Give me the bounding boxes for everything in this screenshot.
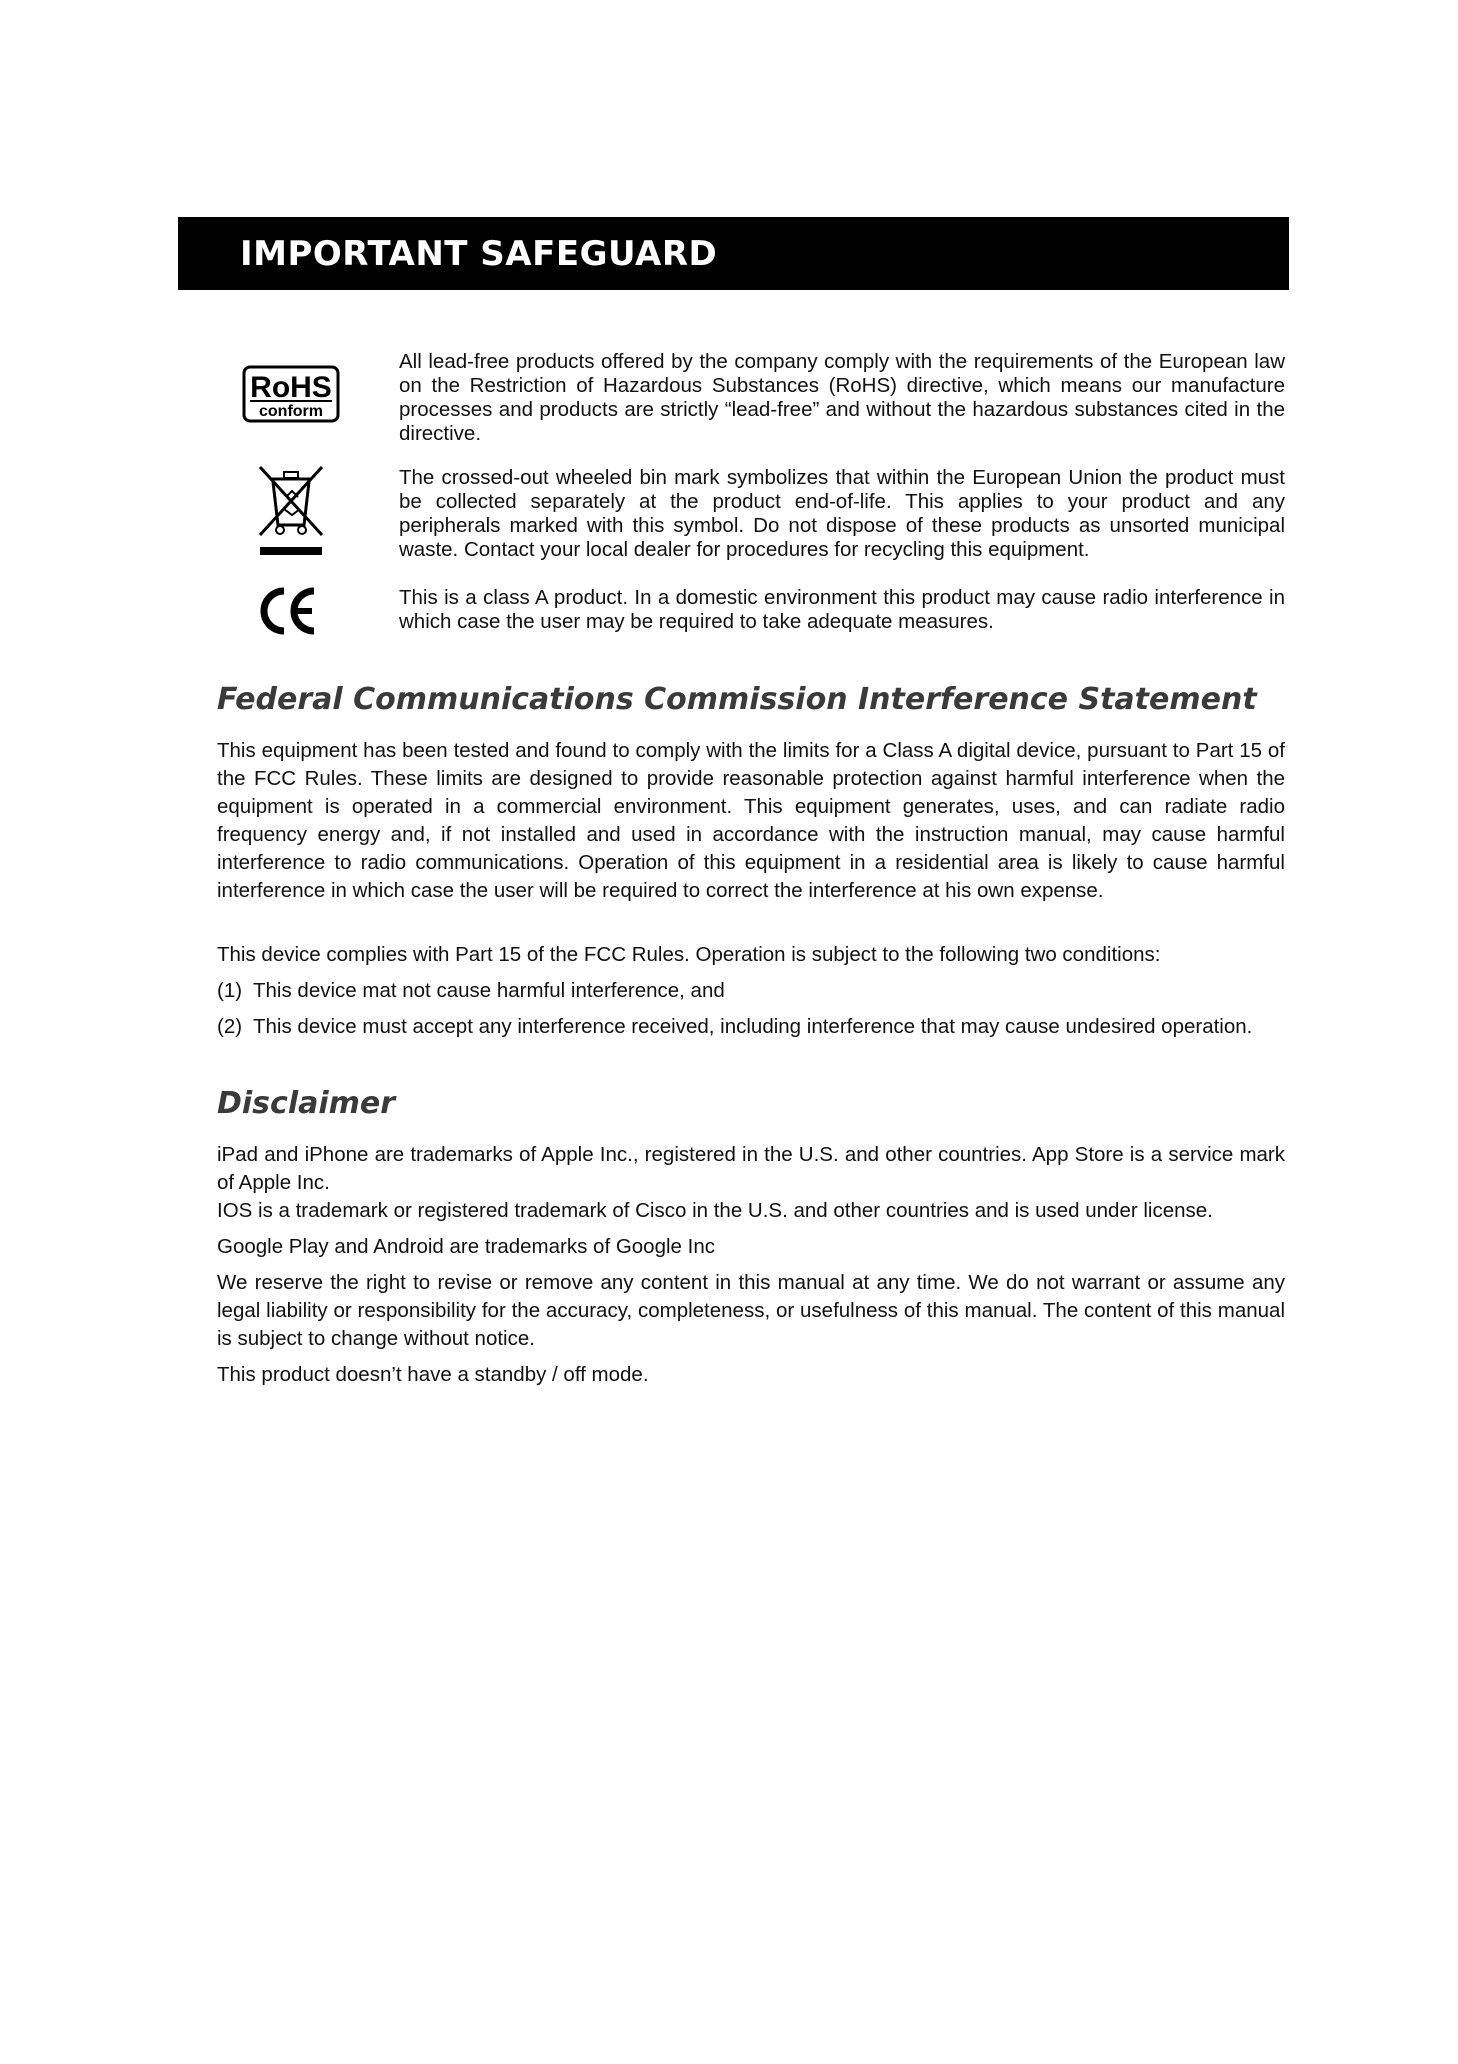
disclaimer-paragraph-1: iPad and iPhone are trademarks of Apple Inc., registered in the U.S. and other countries. App Store is a service mark of Apple Inc. <box>217 1143 1285 1194</box>
list-number: (2) <box>217 1015 243 1038</box>
fcc-condition-1 <box>217 977 1285 1005</box>
fcc-paragraph-2: This device complies with Part 15 of the FCC Rules. Operation is subject to the following two conditions: <box>217 943 1161 966</box>
fcc-paragraph-1: This equipment has been tested and found to comply with the limits for a Class A digital device, pursuant to Part 15 of the FCC Rules. These limits are designed to provide reasonable protection against harmful interference when the equipment is operated in a commercial environment. This equipment generates, uses, and can radiate radio frequency energy and, if not installed and used in accordance with the instruction manual, may cause harmful interference to radio communications. Operation of this equipment in a residential area is likely to cause harmful interference in which case the user will be required to correct the interference at his own expense. <box>217 739 1285 902</box>
disclaimer-paragraph-5: This product doesn’t have a standby / off mode. <box>217 1363 649 1386</box>
ce-mark-icon <box>258 585 318 637</box>
rohs-icon-text: RoHS <box>250 371 332 404</box>
fcc-condition-2 <box>217 1013 1285 1041</box>
ce-notice: This is a class A product. In a domestic environment this product may cause radio interference in which case the user may be required to take adequate measures. <box>399 586 1285 633</box>
section-header-bar <box>178 217 1289 290</box>
disclaimer-paragraph-3: Google Play and Android are trademarks of Google Inc <box>217 1235 715 1258</box>
list-number: (1) <box>217 979 243 1002</box>
disclaimer-heading: Disclaimer <box>217 1086 396 1121</box>
crossed-out-wheeled-bin-icon <box>256 463 326 557</box>
disclaimer-paragraph-4: We reserve the right to revise or remove any content in this manual at any time. We do not warrant or assume any legal liability or responsibility for the accuracy, completeness, or usefulness of this manual. The content of this manual is subject to change without notice. <box>217 1271 1285 1350</box>
fcc-heading: Federal Communications Commission Interference Statement <box>217 682 1257 717</box>
page-title: IMPORTANT SAFEGUARD <box>240 234 718 274</box>
list-text: This device must accept any interference received, including interference that may cause undesired operation. <box>253 1015 1253 1038</box>
conform-icon-text: conform <box>259 403 323 420</box>
rohs-conform-icon <box>242 365 340 423</box>
rohs-notice: All lead-free products offered by the company comply with the requirements of the European law on the Restriction of Hazardous Substances (RoHS) directive, which means our manufacture processes and products are strictly “lead-free” and without the hazardous substances cited in the directive. <box>399 350 1285 445</box>
weee-notice: The crossed-out wheeled bin mark symbolizes that within the European Union the product must be collected separately at the product end-of-life. This applies to your product and any peripherals marked with this symbol. Do not dispose of these products as unsorted municipal waste. Contact your local dealer for procedures for recycling this equipment. <box>399 466 1285 561</box>
list-text: This device mat not cause harmful interference, and <box>253 979 725 1002</box>
disclaimer-paragraph-2: IOS is a trademark or registered trademark of Cisco in the U.S. and other countries and is used under license. <box>217 1199 1213 1222</box>
